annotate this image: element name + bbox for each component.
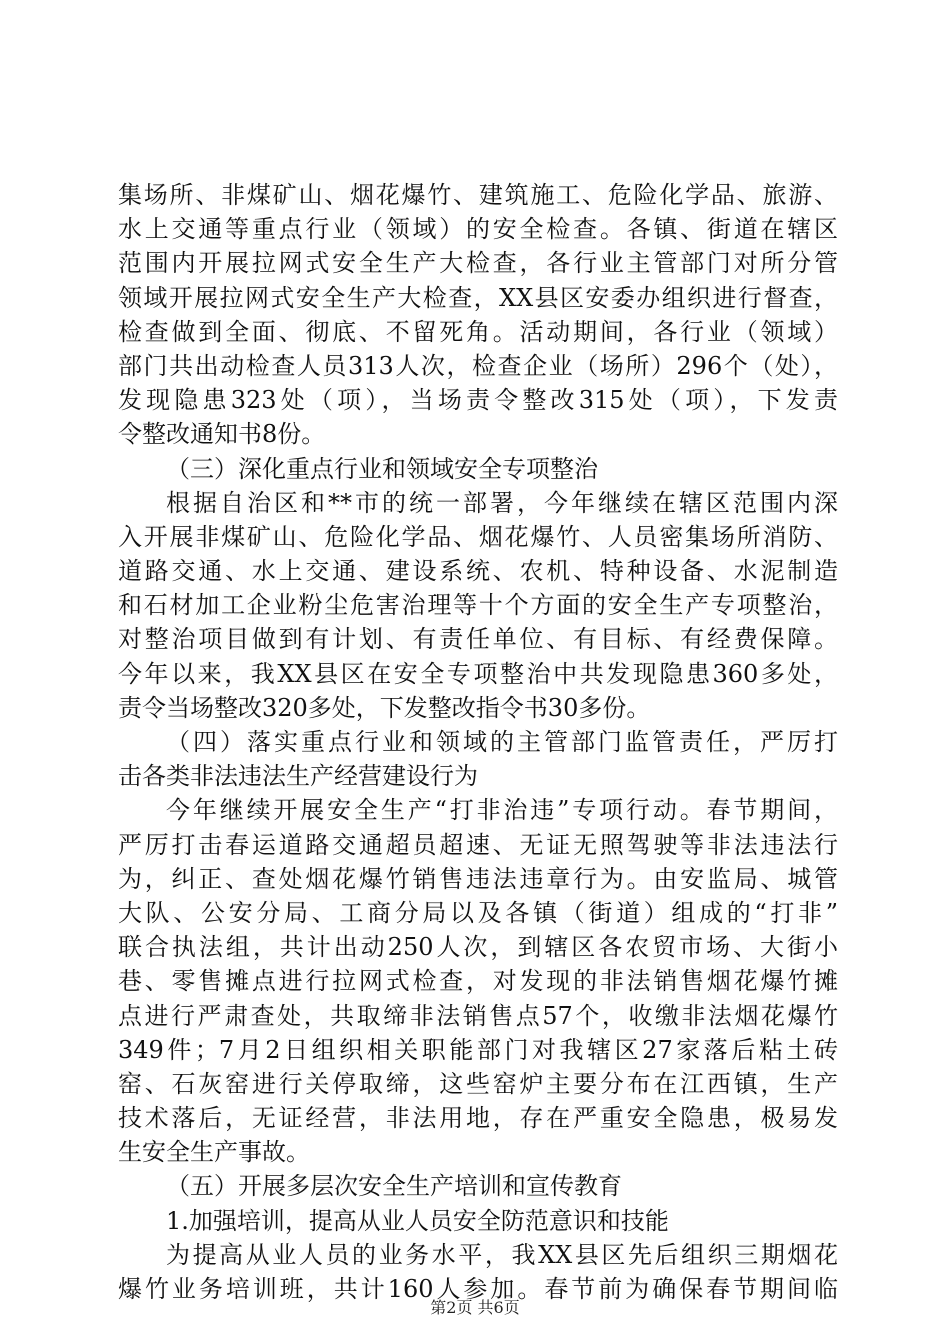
text-line: 部门共出动检查人员313人次，检查企业（场所）296个（处）， — [118, 351, 838, 380]
text-line: 发现隐患323处（项），当场责令整改315处（项），下发责 — [118, 386, 838, 415]
text-line: 为，纠正、查处烟花爆竹销售违法违章行为。由安监局、城管 — [118, 864, 838, 893]
text-line: 巷、零售摊点进行拉网式检查，对发现的非法销售烟花爆竹摊 — [118, 967, 838, 996]
text-line: 点进行严肃查处，共取缔非法销售点57个，收缴非法烟花爆竹 — [118, 1001, 838, 1030]
text-line: 击各类非法违法生产经营建设行为 — [118, 762, 478, 791]
text-line: 爆竹业务培训班，共计160人参加。春节前为确保春节期间临 — [118, 1275, 838, 1303]
text-line: 检查做到全面、彻底、不留死角。活动期间，各行业（领域） — [118, 317, 838, 346]
text-line: 联合执法组，共计出动250人次，到辖区各农贸市场、大街小 — [118, 933, 838, 962]
text-line: 今年继续开展安全生产“打非治违”专项行动。春节期间， — [166, 796, 838, 825]
text-line: 入开展非煤矿山、危险化学品、烟花爆竹、人员密集场所消防、 — [118, 522, 838, 551]
text-line: 责令当场整改320多处，下发整改指令书30多份。 — [118, 693, 651, 722]
text-line: 令整改通知书8份。 — [118, 420, 326, 449]
page-footer: 第2页 共6页 — [430, 1298, 520, 1317]
text-line: 和石材加工企业粉尘危害治理等十个方面的安全生产专项整治， — [118, 591, 838, 620]
text-line: 349件；7月2日组织相关职能部门对我辖区27家落后粘土砖 — [118, 1035, 838, 1064]
text-line: 根据自治区和**市的统一部署，今年继续在辖区范围内深 — [166, 488, 838, 517]
text-line: 对整治项目做到有计划、有责任单位、有目标、有经费保障。 — [118, 625, 838, 654]
document-body — [118, 178, 838, 1306]
text-line: （四）落实重点行业和领域的主管部门监管责任，严厉打 — [166, 728, 838, 756]
text-line: 大队、公安分局、工商分局以及各镇（街道）组成的“打非” — [118, 898, 838, 927]
text-line: 集场所、非煤矿山、烟花爆竹、建筑施工、危险化学品、旅游、 — [118, 181, 838, 209]
text-line: 技术落后，无证经营，非法用地，存在严重安全隐患，极易发 — [118, 1104, 838, 1133]
text-line: 为提高从业人员的业务水平，我XX县区先后组织三期烟花 — [166, 1240, 838, 1269]
text-line: 1.加强培训，提高从业人员安全防范意识和技能 — [166, 1206, 669, 1235]
text-line: 领域开展拉网式安全生产大检查，XX县区安委办组织进行督查， — [118, 283, 838, 312]
text-line: （三）深化重点行业和领域安全专项整治 — [166, 454, 598, 483]
text-line: 窑、石灰窑进行关停取缔，这些窑炉主要分布在江西镇，生产 — [118, 1069, 838, 1098]
text-line: 水上交通等重点行业（领域）的安全检查。各镇、街道在辖区 — [118, 215, 838, 244]
text-line: 今年以来，我XX县区在安全专项整治中共发现隐患360多处， — [118, 659, 838, 688]
text-line: 严厉打击春运道路交通超员超速、无证无照驾驶等非法违法行 — [118, 830, 838, 859]
text-line: （五）开展多层次安全生产培训和宣传教育 — [166, 1172, 622, 1201]
text-line: 范围内开展拉网式安全生产大检查，各行业主管部门对所分管 — [118, 249, 838, 278]
text-line: 生安全生产事故。 — [118, 1138, 310, 1167]
text-line: 道路交通、水上交通、建设系统、农机、特种设备、水泥制造 — [118, 557, 838, 586]
